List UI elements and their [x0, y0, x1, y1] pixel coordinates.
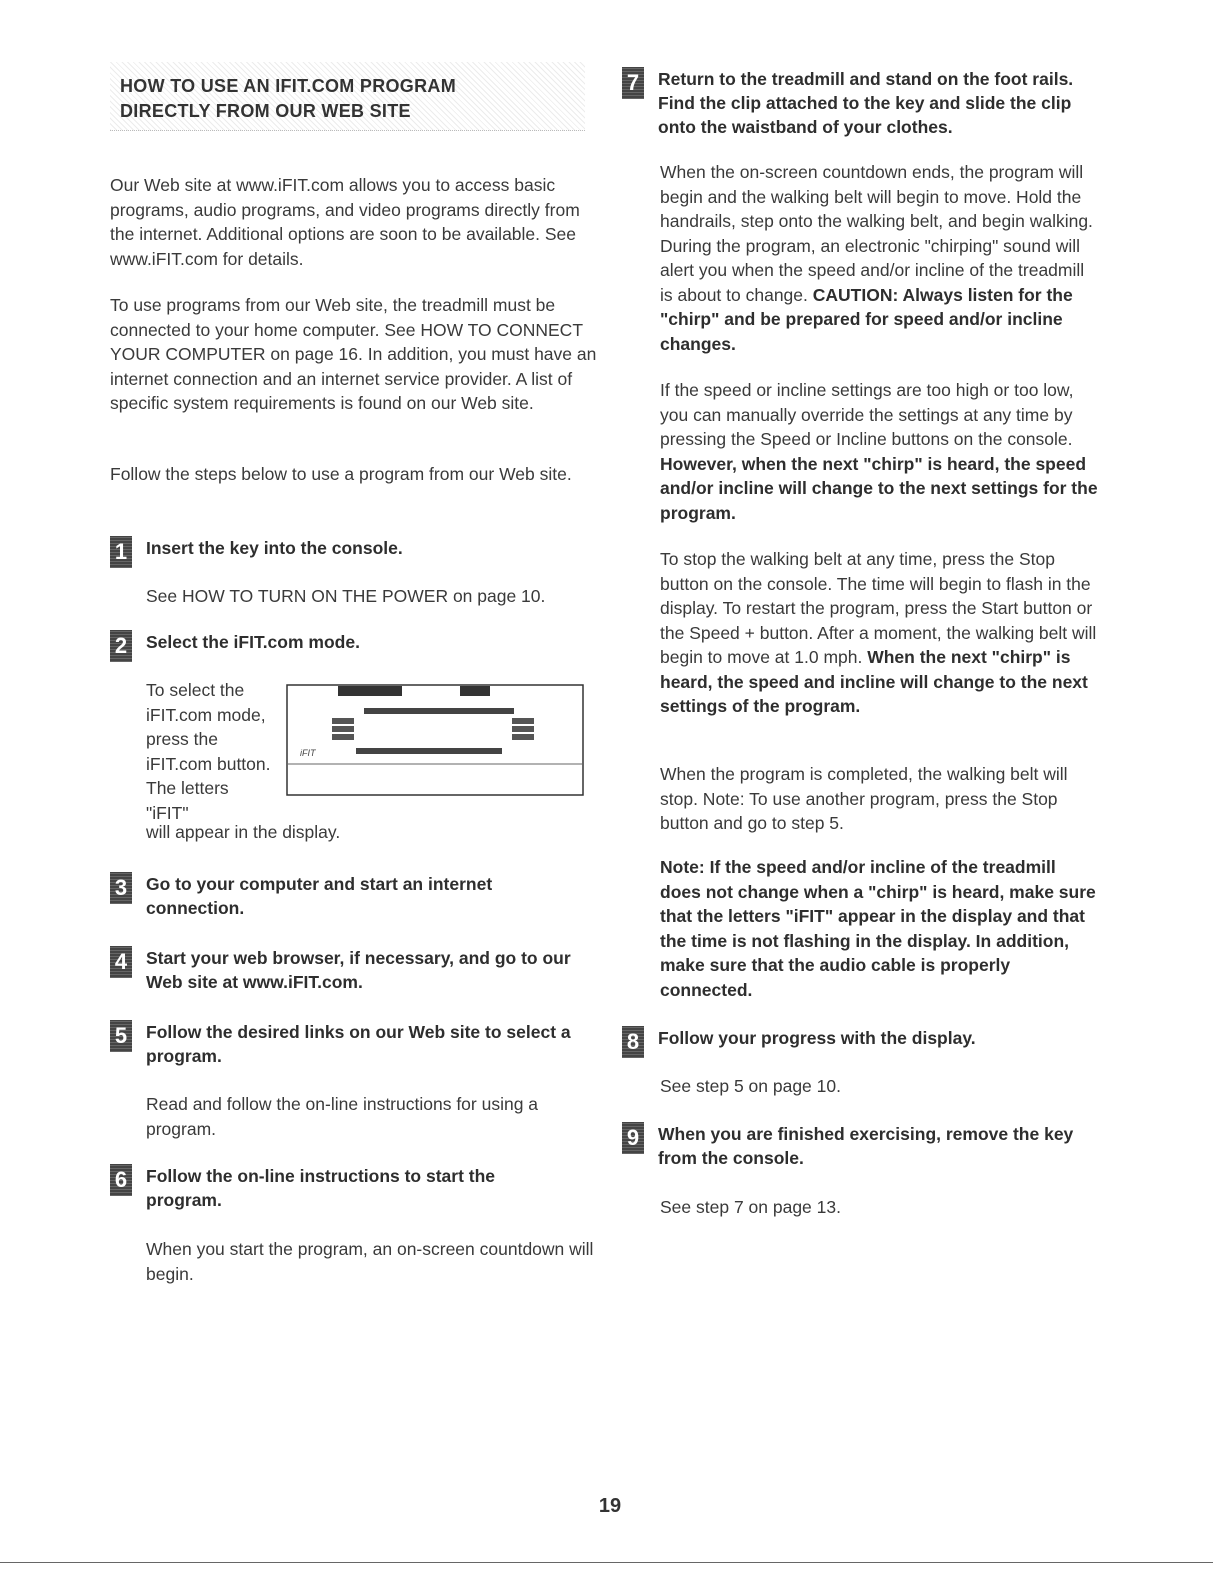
step-7-paragraph-1 — [660, 160, 1100, 356]
step-8-number: 8 — [622, 1026, 644, 1058]
console-display-illustration — [286, 684, 584, 796]
step-7-title: Return to the treadmill and stand on the foot rails. Find the clip attached to the key and slide the clip onto the waistband of your clothes. — [658, 69, 1074, 137]
intro-paragraph-1: Our Web site at www.iFIT.com allows you to access basic programs, audio programs, and video programs directly from the internet. Additional options are soon to be available. See www.iFIT.com for details. — [110, 175, 580, 269]
intro-paragraph-2: To use programs from our Web site, the treadmill must be connected to your home computer. See HOW TO CONNECT YOUR COMPUTER on page 16. In addition, you must have an internet connection and an internet service provider. A list of specific system requirements is found on our Web site. — [110, 295, 597, 413]
step-8-heading — [622, 1026, 1102, 1058]
step-1-title: Insert the key into the console. — [146, 538, 403, 558]
step-7-p1-text: When the on-screen countdown ends, the program will begin and the walking belt will begin to move. Hold the handrails, step onto the walking belt, and begin walking. During the program, an electronic "chirping" sound will alert you when the speed and/or incline of the treadmill is about to change. — [660, 162, 1093, 305]
step-5-body: Read and follow the on-line instructions for using a program. — [146, 1094, 539, 1139]
bottom-rule — [0, 1562, 1213, 1563]
step-9-heading — [622, 1122, 1102, 1170]
step-2-title: Select the iFIT.com mode. — [146, 632, 360, 652]
step-6-title: Follow the on-line instructions to start the program. — [146, 1166, 496, 1210]
caution-text: CAUTION: Always listen for the "chirp" and be prepared for speed and/or incline changes. — [660, 284, 1073, 354]
step-8-body: See step 5 on page 10. — [660, 1076, 841, 1096]
step-9-body: See step 7 on page 13. — [660, 1197, 841, 1217]
display-ifit-label: iFIT — [300, 748, 316, 758]
step-5-number: 5 — [110, 1020, 132, 1052]
step-7-paragraph-3 — [660, 547, 1100, 719]
step-7-note: Note: If the speed and/or incline of the treadmill does not change when a "chirp" is heard, make sure that the letters "iFIT" appear in the display and that the time is not flashing in the display. In addition, make sure that the audio cable is properly connected. — [660, 857, 1096, 1000]
step-6-body: When you start the program, an on-screen countdown will begin. — [146, 1239, 594, 1284]
step-2-number: 2 — [110, 630, 132, 662]
step-7-paragraph-4: When the program is completed, the walking belt will stop. Note: To use another program, press the Stop button and go to step 5. — [660, 764, 1068, 833]
section-title: HOW TO USE AN IFIT.COM PROGRAM DIRECTLY FROM OUR WEB SITE — [120, 76, 456, 121]
step-5-title: Follow the desired links on our Web site to select a program. — [146, 1022, 571, 1066]
step-7-paragraph-2 — [660, 378, 1100, 525]
step-5-heading — [110, 1020, 590, 1068]
step-3-number: 3 — [110, 872, 132, 904]
step-6-number: 6 — [110, 1164, 132, 1196]
step-7-p2-text: If the speed or incline settings are too high or too low, you can manually override the settings at any time by pressing the Speed or Incline buttons on the console. — [660, 380, 1074, 449]
step-1-heading — [110, 536, 590, 568]
step-3-title: Go to your computer and start an internet connection. — [146, 874, 493, 918]
step-6-heading — [110, 1164, 590, 1212]
intro-paragraph-3: Follow the steps below to use a program from our Web site. — [110, 464, 572, 484]
step-2-heading — [110, 630, 590, 662]
step-7-number: 7 — [622, 67, 644, 99]
step-4-title: Start your web browser, if necessary, and go to our Web site at www.iFIT.com. — [146, 948, 571, 992]
step-1-body: See HOW TO TURN ON THE POWER on page 10. — [146, 586, 546, 606]
step-7-heading — [622, 67, 1102, 139]
step-7-p3-text: To stop the walking belt at any time, press the Stop button on the console. The time will begin to flash in the display. To restart the program, press the Start button or the Speed + button. After a moment, the walking belt will begin to move at 1.0 mph. — [660, 549, 1097, 667]
step-3-heading — [110, 872, 590, 920]
step-1-number: 1 — [110, 536, 132, 568]
step-7-p3-bold: When the next "chirp" is heard, the speed and incline will change to the next settings of the program. — [660, 647, 1088, 716]
step-4-number: 4 — [110, 946, 132, 978]
step-9-title: When you are finished exercising, remove the key from the console. — [658, 1124, 1074, 1168]
step-2-body-below: will appear in the display. — [146, 822, 341, 842]
section-banner — [110, 62, 585, 131]
step-8-title: Follow your progress with the display. — [658, 1028, 976, 1048]
step-7-p2-bold: However, when the next "chirp" is heard, the speed and/or incline will change to the next settings for the program. — [660, 453, 1098, 523]
step-4-heading — [110, 946, 590, 994]
step-2-body-side: To select the iFIT.com mode, press the iFIT.com button. The letters "iFIT" — [146, 680, 271, 823]
step-9-number: 9 — [622, 1122, 644, 1154]
page-number: 19 — [598, 1495, 622, 1517]
